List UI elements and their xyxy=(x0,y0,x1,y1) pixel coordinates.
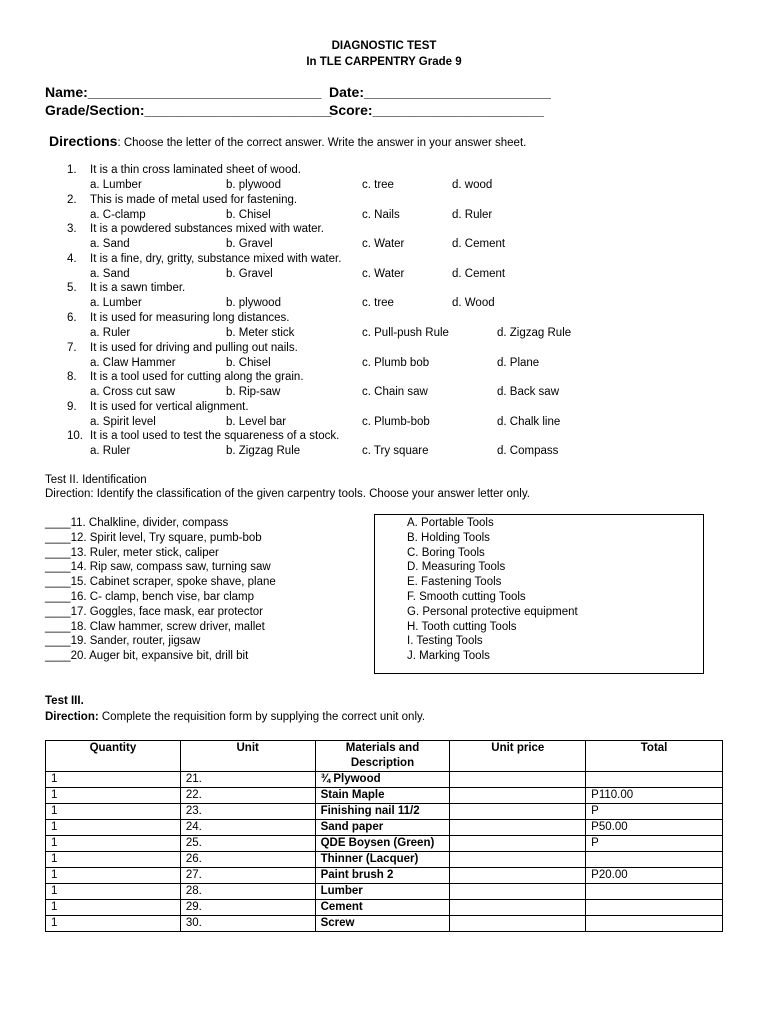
option-d: d. Ruler xyxy=(452,209,493,221)
question-number: 2. xyxy=(67,194,77,206)
question-number: 7. xyxy=(67,342,77,354)
test3-title: Test III. xyxy=(45,695,84,707)
option-b: b. Zigzag Rule xyxy=(226,445,301,457)
table-row xyxy=(46,836,723,852)
table-row xyxy=(46,900,723,916)
option-d: d. wood xyxy=(452,179,493,191)
cell-unit-price[interactable] xyxy=(450,868,586,884)
question-text: It is used for driving and pulling out nails. xyxy=(90,342,298,354)
cell-unit-price[interactable] xyxy=(450,772,586,788)
identification-item: ____18. Claw hammer, screw driver, mallet xyxy=(45,621,265,633)
cell-unit-price[interactable] xyxy=(450,788,586,804)
requisition-form-table xyxy=(45,740,723,932)
table-row xyxy=(46,820,723,836)
question-text: It is a sawn timber. xyxy=(90,282,186,294)
classification-choice: F. Smooth cutting Tools xyxy=(407,591,526,603)
option-a: a. Sand xyxy=(90,268,130,280)
identification-item: ____11. Chalkline, divider, compass xyxy=(45,517,229,529)
directions-label: Directions xyxy=(49,133,118,149)
header-unit: Unit xyxy=(180,741,315,772)
option-d: d. Zigzag Rule xyxy=(497,327,572,339)
cell-total xyxy=(586,884,723,900)
option-a: a. Ruler xyxy=(90,445,131,457)
header-total: Total xyxy=(586,741,723,772)
question-text: It is a tool used to test the squareness of a stock. xyxy=(90,430,340,442)
cell-unit[interactable]: 22. xyxy=(180,788,315,804)
cell-unit[interactable]: 26. xyxy=(180,852,315,868)
option-b: b. Level bar xyxy=(226,416,287,428)
option-a: a. Claw Hammer xyxy=(90,357,176,369)
test2-direction: Direction: Identify the classification of the given carpentry tools. Choose your answer letter only. xyxy=(45,488,530,500)
option-c: c. Chain saw xyxy=(362,386,428,398)
option-d: d. Wood xyxy=(452,297,495,309)
identification-item: ____13. Ruler, meter stick, caliper xyxy=(45,547,219,559)
cell-material: Cement xyxy=(315,900,450,916)
question-text: It is a thin cross laminated sheet of wood. xyxy=(90,164,301,176)
test3-direction xyxy=(45,711,425,723)
question-text: It is a powdered substances mixed with water. xyxy=(90,223,324,235)
question-text: This is made of metal used for fastening. xyxy=(90,194,298,206)
cell-quantity: 1 xyxy=(46,788,181,804)
option-c: c. Pull-push Rule xyxy=(362,327,449,339)
classification-choice: C. Boring Tools xyxy=(407,547,485,559)
cell-unit-price[interactable] xyxy=(450,884,586,900)
grade-section-field[interactable]: Grade/Section:________________________ xyxy=(45,102,332,118)
directions-text: : Choose the letter of the correct answer. Write the answer in your answer sheet. xyxy=(117,137,527,149)
table-row xyxy=(46,788,723,804)
option-a: a. Ruler xyxy=(90,327,131,339)
cell-total: P xyxy=(586,836,723,852)
question-number: 10. xyxy=(67,430,83,442)
question-number: 5. xyxy=(67,282,77,294)
cell-total: P20.00 xyxy=(586,868,723,884)
question-number: 8. xyxy=(67,371,77,383)
option-c: c. tree xyxy=(362,297,394,309)
cell-unit[interactable]: 24. xyxy=(180,820,315,836)
cell-quantity: 1 xyxy=(46,836,181,852)
cell-unit-price[interactable] xyxy=(450,804,586,820)
cell-unit[interactable]: 21. xyxy=(180,772,315,788)
classification-choice: D. Measuring Tools xyxy=(407,561,506,573)
table-row xyxy=(46,884,723,900)
option-d: d. Cement xyxy=(452,238,506,250)
option-a: a. Lumber xyxy=(90,179,142,191)
classification-choice: G. Personal protective equipment xyxy=(407,606,578,618)
page-subtitle: In TLE CARPENTRY Grade 9 xyxy=(306,56,462,68)
option-c: c. Try square xyxy=(362,445,429,457)
classification-choice: E. Fastening Tools xyxy=(407,576,502,588)
header-unit-price: Unit price xyxy=(450,741,586,772)
cell-material: Paint brush 2 xyxy=(315,868,450,884)
question-number: 6. xyxy=(67,312,77,324)
cell-material: Screw xyxy=(315,916,450,932)
option-b: b. Rip-saw xyxy=(226,386,281,398)
cell-material: Finishing nail 11/2 xyxy=(315,804,450,820)
cell-unit-price[interactable] xyxy=(450,900,586,916)
cell-unit-price[interactable] xyxy=(450,836,586,852)
cell-material: Lumber xyxy=(315,884,450,900)
cell-quantity: 1 xyxy=(46,868,181,884)
test3-direction-text: Complete the requisition form by supplying the correct unit only. xyxy=(98,711,426,723)
option-b: b. plywood xyxy=(226,297,281,309)
test2-title: Test II. Identification xyxy=(45,474,147,486)
cell-quantity: 1 xyxy=(46,852,181,868)
classification-choice: H. Tooth cutting Tools xyxy=(407,621,517,633)
option-b: b. plywood xyxy=(226,179,281,191)
cell-material: QDE Boysen (Green) xyxy=(315,836,450,852)
identification-item: ____17. Goggles, face mask, ear protector xyxy=(45,606,263,618)
cell-quantity: 1 xyxy=(46,884,181,900)
cell-quantity: 1 xyxy=(46,916,181,932)
cell-total xyxy=(586,900,723,916)
cell-total xyxy=(586,852,723,868)
cell-quantity: 1 xyxy=(46,772,181,788)
identification-item: ____14. Rip saw, compass saw, turning saw xyxy=(45,561,271,573)
cell-total: P xyxy=(586,804,723,820)
cell-material: Sand paper xyxy=(315,820,450,836)
option-d: d. Compass xyxy=(497,445,559,457)
table-row xyxy=(46,868,723,884)
classification-choice: B. Holding Tools xyxy=(407,532,490,544)
test1-directions xyxy=(49,133,526,149)
classification-choice: I. Testing Tools xyxy=(407,635,483,647)
cell-total xyxy=(586,916,723,932)
question-number: 1. xyxy=(67,164,77,176)
cell-quantity: 1 xyxy=(46,820,181,836)
option-d: d. Back saw xyxy=(497,386,559,398)
header-quantity: Quantity xyxy=(46,741,181,772)
cell-unit-price[interactable] xyxy=(450,820,586,836)
name-field[interactable]: Name:______________________________ xyxy=(45,84,322,100)
cell-unit[interactable]: 30. xyxy=(180,916,315,932)
option-c: c. Plumb bob xyxy=(362,357,430,369)
question-text: It is used for measuring long distances. xyxy=(90,312,290,324)
option-b: b. Gravel xyxy=(226,238,273,250)
option-a: a. Cross cut saw xyxy=(90,386,175,398)
option-d: d. Chalk line xyxy=(497,416,561,428)
header-materials: Materials and Description xyxy=(315,741,450,772)
option-b: b. Meter stick xyxy=(226,327,295,339)
cell-unit[interactable]: 27. xyxy=(180,868,315,884)
cell-total: P50.00 xyxy=(586,820,723,836)
table-header-row xyxy=(46,741,723,772)
option-a: a. Spirit level xyxy=(90,416,156,428)
option-b: b. Chisel xyxy=(226,357,271,369)
question-number: 9. xyxy=(67,401,77,413)
identification-item: ____16. C- clamp, bench vise, bar clamp xyxy=(45,591,255,603)
page-title: DIAGNOSTIC TEST xyxy=(331,40,437,52)
classification-choice: A. Portable Tools xyxy=(407,517,494,529)
table-row xyxy=(46,916,723,932)
option-a: a. C-clamp xyxy=(90,209,146,221)
cell-material: Thinner (Lacquer) xyxy=(315,852,450,868)
option-d: d. Cement xyxy=(452,268,506,280)
cell-unit[interactable]: 29. xyxy=(180,900,315,916)
question-text: It is used for vertical alignment. xyxy=(90,401,249,413)
table-row xyxy=(46,852,723,868)
test2-choices-box xyxy=(374,514,704,674)
option-c: c. Nails xyxy=(362,209,400,221)
option-a: a. Lumber xyxy=(90,297,142,309)
table-row xyxy=(46,804,723,820)
question-text: It is a fine, dry, gritty, substance mixed with water. xyxy=(90,253,342,265)
option-c: c. Plumb-bob xyxy=(362,416,430,428)
cell-total xyxy=(586,772,723,788)
option-d: d. Plane xyxy=(497,357,540,369)
cell-quantity: 1 xyxy=(46,804,181,820)
cell-unit[interactable]: 23. xyxy=(180,804,315,820)
cell-material: ¾ Plywood xyxy=(315,772,450,788)
test3-direction-label: Direction: xyxy=(45,711,99,723)
identification-item: ____19. Sander, router, jigsaw xyxy=(45,635,201,647)
classification-choice: J. Marking Tools xyxy=(407,650,490,662)
cell-unit-price[interactable] xyxy=(450,852,586,868)
identification-item: ____15. Cabinet scraper, spoke shave, plane xyxy=(45,576,276,588)
question-number: 4. xyxy=(67,253,77,265)
option-b: b. Chisel xyxy=(226,209,271,221)
identification-item: ____20. Auger bit, expansive bit, drill bit xyxy=(45,650,249,662)
cell-quantity: 1 xyxy=(46,900,181,916)
identification-item: ____12. Spirit level, Try square, pumb-bob xyxy=(45,532,262,544)
cell-unit[interactable]: 25. xyxy=(180,836,315,852)
cell-material: Stain Maple xyxy=(315,788,450,804)
option-c: c. Water xyxy=(362,238,405,250)
cell-unit[interactable]: 28. xyxy=(180,884,315,900)
date-field[interactable]: Date:________________________ xyxy=(329,84,551,100)
cell-unit-price[interactable] xyxy=(450,916,586,932)
table-row xyxy=(46,772,723,788)
option-a: a. Sand xyxy=(90,238,130,250)
question-text: It is a tool used for cutting along the grain. xyxy=(90,371,304,383)
option-c: c. Water xyxy=(362,268,405,280)
score-field[interactable]: Score:______________________ xyxy=(329,102,544,118)
cell-total: P110.00 xyxy=(586,788,723,804)
question-number: 3. xyxy=(67,223,77,235)
option-c: c. tree xyxy=(362,179,394,191)
option-b: b. Gravel xyxy=(226,268,273,280)
